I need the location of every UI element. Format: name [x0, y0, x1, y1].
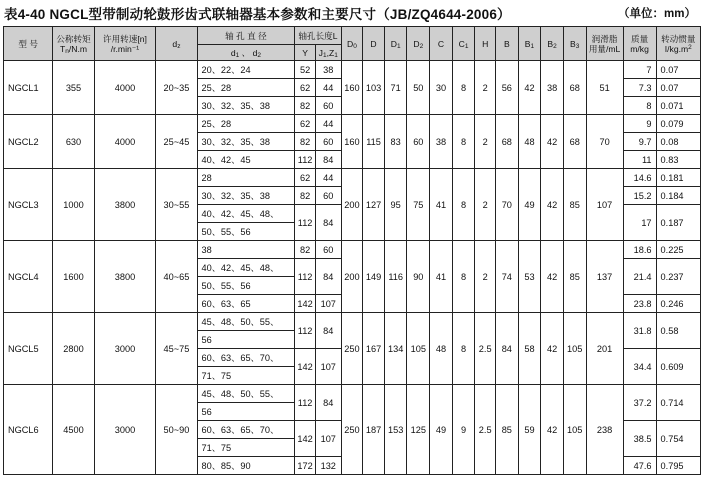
dim-h-cell: 2 [475, 241, 496, 313]
length-j-cell: 132 [315, 457, 341, 475]
mass-cell: 38.5 [623, 421, 656, 457]
inertia-cell: 0.714 [656, 385, 700, 421]
dz-cell: 30~55 [156, 169, 197, 241]
length-j-cell: 84 [315, 205, 341, 241]
table-body [4, 61, 701, 475]
dim-b1-cell: 42 [518, 61, 541, 115]
mass-cell: 21.4 [623, 259, 656, 295]
mass-cell: 37.2 [623, 385, 656, 421]
dim-d0-cell: 160 [341, 115, 363, 169]
header-model: 型 号 [4, 27, 53, 61]
inertia-cell: 0.07 [656, 79, 700, 97]
header-C1: $C_1$ [452, 27, 475, 61]
table-row [4, 115, 701, 133]
dim-d2-cell: 75 [407, 169, 430, 241]
dim-h-cell: 2 [475, 61, 496, 115]
dim-c-cell: 49 [430, 385, 453, 475]
dim-d1-cell: 134 [384, 313, 407, 385]
dim-c1-cell: 8 [452, 61, 475, 115]
table-row [4, 61, 701, 79]
inertia-cell: 0.08 [656, 133, 700, 151]
inertia-cell: 0.609 [656, 349, 700, 385]
mass-cell: 17 [623, 205, 656, 241]
bore-diameter-cell: 56 [197, 403, 295, 421]
length-y-cell: 112 [295, 205, 316, 241]
dim-d1-cell: 71 [384, 61, 407, 115]
mass-cell: 7.3 [623, 79, 656, 97]
dim-b1-cell: 53 [518, 241, 541, 313]
dim-d0-cell: 250 [341, 385, 363, 475]
length-y-cell: 172 [295, 457, 316, 475]
length-y-cell: 62 [295, 169, 316, 187]
dim-b3-cell: 68 [563, 115, 586, 169]
model-cell: NGCL2 [4, 115, 53, 169]
length-j-cell: 84 [315, 313, 341, 349]
dim-b-cell: 74 [495, 241, 518, 313]
bore-diameter-cell: 40、42、45 [197, 151, 295, 169]
dim-d-cell: 149 [363, 241, 385, 313]
dim-d1-cell: 95 [384, 169, 407, 241]
dim-c1-cell: 9 [452, 385, 475, 475]
length-y-cell: 52 [295, 61, 316, 79]
length-j-cell: 107 [315, 295, 341, 313]
dim-b2-cell: 38 [541, 61, 564, 115]
parameter-table [3, 26, 701, 475]
dim-b-cell: 68 [495, 115, 518, 169]
dim-c1-cell: 8 [452, 169, 475, 241]
length-y-cell: 112 [295, 385, 316, 421]
dim-d-cell: 167 [363, 313, 385, 385]
bore-diameter-cell: 45、48、50、55、 [197, 385, 295, 403]
torque-cell: 2800 [53, 313, 94, 385]
dim-c1-cell: 8 [452, 115, 475, 169]
dim-d-cell: 127 [363, 169, 385, 241]
header-B3: $B_3$ [563, 27, 586, 61]
length-j-cell: 107 [315, 421, 341, 457]
dim-c1-cell: 8 [452, 241, 475, 313]
model-cell: NGCL5 [4, 313, 53, 385]
mass-cell: 9 [623, 115, 656, 133]
bore-diameter-cell: 30、32、35、38 [197, 187, 295, 205]
bore-diameter-cell: 40、42、45、48、 [197, 259, 295, 277]
header-bore: 轴 孔 直 径 [197, 27, 295, 45]
inertia-cell: 0.187 [656, 205, 700, 241]
dim-b3-cell: 85 [563, 241, 586, 313]
length-y-cell: 112 [295, 151, 316, 169]
length-j-cell: 60 [315, 187, 341, 205]
mass-cell: 14.6 [623, 169, 656, 187]
mass-cell: 9.7 [623, 133, 656, 151]
dim-b1-cell: 58 [518, 313, 541, 385]
bore-diameter-cell: 56 [197, 331, 295, 349]
dz-cell: 25~45 [156, 115, 197, 169]
inertia-cell: 0.795 [656, 457, 700, 475]
dim-b2-cell: 42 [541, 385, 564, 475]
dim-h-cell: 2 [475, 115, 496, 169]
bore-diameter-cell: 25、28 [197, 115, 295, 133]
header-D2: $D_2$ [407, 27, 430, 61]
dim-c1-cell: 8 [452, 313, 475, 385]
length-y-cell: 62 [295, 115, 316, 133]
bore-diameter-cell: 60、63、65、70、 [197, 349, 295, 367]
bore-diameter-cell: 71、75 [197, 439, 295, 457]
inertia-cell: 0.237 [656, 259, 700, 295]
bore-diameter-cell: 50、55、56 [197, 223, 295, 241]
dz-cell: 20~35 [156, 61, 197, 115]
table-row [4, 313, 701, 331]
dim-d1-cell: 83 [384, 115, 407, 169]
header-bore-sub: $d_1$ 、 $d_2$ [197, 45, 295, 61]
length-y-cell: 112 [295, 259, 316, 295]
dim-d1-cell: 153 [384, 385, 407, 475]
mass-cell: 8 [623, 97, 656, 115]
dim-b2-cell: 42 [541, 313, 564, 385]
dz-cell: 45~75 [156, 313, 197, 385]
mass-cell: 18.6 [623, 241, 656, 259]
model-cell: NGCL4 [4, 241, 53, 313]
length-j-cell: 44 [315, 169, 341, 187]
dim-d1-cell: 116 [384, 241, 407, 313]
dim-d-cell: 103 [363, 61, 385, 115]
length-y-cell: 142 [295, 421, 316, 457]
length-y-cell: 142 [295, 349, 316, 385]
inertia-cell: 0.07 [656, 61, 700, 79]
bore-diameter-cell: 30、32、35、38 [197, 133, 295, 151]
header-C: C [430, 27, 453, 61]
length-y-cell: 142 [295, 295, 316, 313]
mass-cell: 7 [623, 61, 656, 79]
dim-d2-cell: 50 [407, 61, 430, 115]
length-j-cell: 60 [315, 97, 341, 115]
length-y-cell: 82 [295, 133, 316, 151]
model-cell: NGCL3 [4, 169, 53, 241]
header-dz: $d_z$ [156, 27, 197, 61]
length-y-cell: 82 [295, 241, 316, 259]
model-cell: NGCL1 [4, 61, 53, 115]
dim-d0-cell: 160 [341, 61, 363, 115]
speed-cell: 3000 [94, 385, 156, 475]
dim-b-cell: 84 [495, 313, 518, 385]
mass-cell: 31.8 [623, 313, 656, 349]
mass-cell: 23.8 [623, 295, 656, 313]
dim-b1-cell: 59 [518, 385, 541, 475]
bore-diameter-cell: 60、63、65、70、 [197, 421, 295, 439]
dim-h-cell: 2 [475, 169, 496, 241]
length-j-cell: 38 [315, 61, 341, 79]
inertia-cell: 0.184 [656, 187, 700, 205]
dim-b2-cell: 42 [541, 241, 564, 313]
dim-c-cell: 41 [430, 169, 453, 241]
header-length: 轴孔长度L [295, 27, 341, 45]
torque-cell: 1000 [53, 169, 94, 241]
length-j-cell: 107 [315, 349, 341, 385]
dim-c-cell: 38 [430, 115, 453, 169]
bore-diameter-cell: 50、55、56 [197, 277, 295, 295]
length-j-cell: 60 [315, 241, 341, 259]
header-B2: $B_2$ [541, 27, 564, 61]
unit-label: （单位：mm） [618, 8, 696, 20]
header-D0: $D_0$ [341, 27, 363, 61]
length-j-cell: 44 [315, 115, 341, 133]
length-j-cell: 84 [315, 151, 341, 169]
header-B: B [495, 27, 518, 61]
length-y-cell: 82 [295, 97, 316, 115]
dim-b1-cell: 48 [518, 115, 541, 169]
dim-d2-cell: 60 [407, 115, 430, 169]
dim-b3-cell: 85 [563, 169, 586, 241]
dim-d2-cell: 105 [407, 313, 430, 385]
speed-cell: 3800 [94, 169, 156, 241]
header-H: H [475, 27, 496, 61]
inertia-cell: 0.83 [656, 151, 700, 169]
table-row [4, 169, 701, 187]
bore-diameter-cell: 60、63、65 [197, 295, 295, 313]
model-cell: NGCL6 [4, 385, 53, 475]
header-torque: 公称转矩 $T_n/N.m$ [53, 27, 94, 61]
length-j-cell: 84 [315, 259, 341, 295]
inertia-cell: 0.225 [656, 241, 700, 259]
header-speed: 许用转速[n] /r.min⁻¹ [94, 27, 156, 61]
torque-cell: 355 [53, 61, 94, 115]
dim-b1-cell: 49 [518, 169, 541, 241]
torque-cell: 1600 [53, 241, 94, 313]
bore-diameter-cell: 30、32、35、38 [197, 97, 295, 115]
bore-diameter-cell: 45、48、50、55、 [197, 313, 295, 331]
header-y: Y [295, 45, 316, 61]
bore-diameter-cell: 38 [197, 241, 295, 259]
table-row [4, 385, 701, 403]
bore-diameter-cell: 40、42、45、48、 [197, 205, 295, 223]
length-j-cell: 60 [315, 133, 341, 151]
dim-d2-cell: 125 [407, 385, 430, 475]
dim-b-cell: 56 [495, 61, 518, 115]
header-mass: 质量 m/kg [623, 27, 656, 61]
dim-d2-cell: 90 [407, 241, 430, 313]
bore-diameter-cell: 25、28 [197, 79, 295, 97]
header-inertia: 转动惯量 $I/kg.m^2$ [656, 27, 700, 61]
speed-cell: 4000 [94, 61, 156, 115]
dim-d0-cell: 200 [341, 169, 363, 241]
speed-cell: 3800 [94, 241, 156, 313]
inertia-cell: 0.246 [656, 295, 700, 313]
dim-c-cell: 30 [430, 61, 453, 115]
mass-cell: 34.4 [623, 349, 656, 385]
table-row [4, 241, 701, 259]
header-D1: $D_1$ [384, 27, 407, 61]
speed-cell: 3000 [94, 313, 156, 385]
dim-lube-cell: 51 [586, 61, 623, 115]
inertia-cell: 0.754 [656, 421, 700, 457]
dim-lube-cell: 238 [586, 385, 623, 475]
dim-h-cell: 2.5 [475, 385, 496, 475]
inertia-cell: 0.181 [656, 169, 700, 187]
dz-cell: 40~65 [156, 241, 197, 313]
mass-cell: 47.6 [623, 457, 656, 475]
inertia-cell: 0.071 [656, 97, 700, 115]
header-B1: $B_1$ [518, 27, 541, 61]
dim-lube-cell: 70 [586, 115, 623, 169]
torque-cell: 4500 [53, 385, 94, 475]
torque-cell: 630 [53, 115, 94, 169]
bore-diameter-cell: 80、85、90 [197, 457, 295, 475]
length-j-cell: 44 [315, 79, 341, 97]
header-jz: $J_1,Z_1$ [315, 45, 341, 61]
dim-h-cell: 2.5 [475, 313, 496, 385]
length-y-cell: 112 [295, 313, 316, 349]
bore-diameter-cell: 71、75 [197, 367, 295, 385]
dim-c-cell: 48 [430, 313, 453, 385]
table-title: 表4-40 NGCL型带制动轮鼓形齿式联轴器基本参数和主要尺寸（JB/ZQ4644-2006） [4, 7, 511, 22]
dz-cell: 50~90 [156, 385, 197, 475]
dim-d-cell: 187 [363, 385, 385, 475]
header-D: D [363, 27, 385, 61]
length-y-cell: 62 [295, 79, 316, 97]
title-bar [0, 0, 704, 24]
mass-cell: 15.2 [623, 187, 656, 205]
inertia-cell: 0.58 [656, 313, 700, 349]
dim-b3-cell: 105 [563, 385, 586, 475]
dim-b2-cell: 42 [541, 115, 564, 169]
dim-b3-cell: 105 [563, 313, 586, 385]
bore-diameter-cell: 20、22、24 [197, 61, 295, 79]
dim-c-cell: 41 [430, 241, 453, 313]
header-lube: 润滑脂 用量/mL [586, 27, 623, 61]
inertia-cell: 0.079 [656, 115, 700, 133]
dim-lube-cell: 137 [586, 241, 623, 313]
dim-d0-cell: 200 [341, 241, 363, 313]
dim-b-cell: 70 [495, 169, 518, 241]
dim-d0-cell: 250 [341, 313, 363, 385]
bore-diameter-cell: 28 [197, 169, 295, 187]
dim-lube-cell: 201 [586, 313, 623, 385]
length-j-cell: 84 [315, 385, 341, 421]
length-y-cell: 82 [295, 187, 316, 205]
dim-lube-cell: 107 [586, 169, 623, 241]
mass-cell: 11 [623, 151, 656, 169]
dim-b-cell: 85 [495, 385, 518, 475]
dim-b3-cell: 68 [563, 61, 586, 115]
dim-b2-cell: 42 [541, 169, 564, 241]
dim-d-cell: 115 [363, 115, 385, 169]
speed-cell: 4000 [94, 115, 156, 169]
